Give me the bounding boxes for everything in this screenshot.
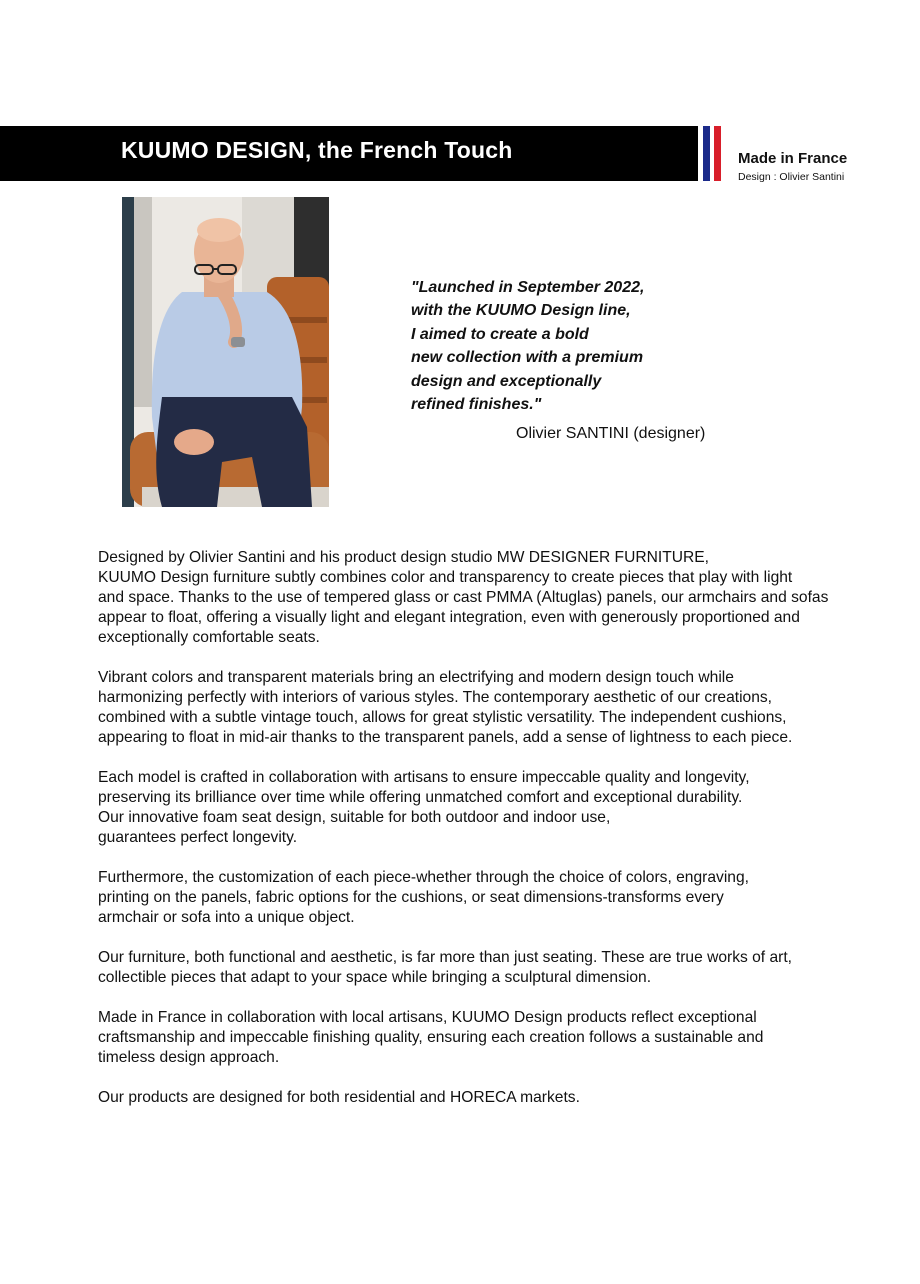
text-line: armchair or sofa into a unique object. (98, 909, 355, 926)
flag-stripe-red (714, 126, 721, 181)
text-line: timeless design approach. (98, 1049, 280, 1066)
paragraph-customization (98, 868, 888, 928)
quote-line: new collection with a premium (411, 349, 644, 367)
text-line: and space. Thanks to the use of tempered glass or cast PMMA (Altuglas) panels, our armchairs and sofas (98, 589, 829, 606)
text-line: printing on the panels, fabric options for the cushions, or seat dimensions-transforms every (98, 889, 724, 906)
design-credit: Design : Olivier Santini (738, 171, 845, 183)
designer-portrait-photo (122, 197, 329, 507)
text-line: Our innovative foam seat design, suitable for both outdoor and indoor use, (98, 809, 611, 826)
title-banner (0, 126, 698, 181)
designer-quote (411, 276, 731, 416)
body-text (98, 548, 888, 1128)
text-line: Vibrant colors and transparent materials bring an electrifying and modern design touch while (98, 669, 734, 686)
paragraph-made-in-france (98, 1008, 888, 1068)
text-line: guarantees perfect longevity. (98, 829, 298, 846)
text-line: appear to float, offering a visually light and elegant integration, even with generously proportioned and (98, 609, 800, 626)
paragraph-markets (98, 1088, 888, 1108)
text-line: KUUMO Design furniture subtly combines color and transparency to create pieces that play with light (98, 569, 793, 586)
text-line: collectible pieces that adapt to your space while bringing a sculptural dimension. (98, 969, 652, 986)
text-line: Made in France in collaboration with local artisans, KUUMO Design products reflect exceptional (98, 1009, 757, 1026)
text-line: Furthermore, the customization of each piece-whether through the choice of colors, engraving, (98, 869, 749, 886)
text-line: craftsmanship and impeccable finishing quality, ensuring each creation follows a sustainable and (98, 1029, 764, 1046)
text-line: preserving its brilliance over time while offering unmatched comfort and exceptional durability. (98, 789, 743, 806)
text-line: exceptionally comfortable seats. (98, 629, 320, 646)
text-line: harmonizing perfectly with interiors of various styles. The contemporary aesthetic of our creations, (98, 689, 773, 706)
text-line: combined with a subtle vintage touch, allows for great stylistic versatility. The independent cushions, (98, 709, 787, 726)
text-line: appearing to float in mid-air thanks to the transparent panels, add a sense of lightness to each piece. (98, 729, 793, 746)
quote-line: "Launched in September 2022, (411, 279, 645, 296)
quote-line: with the KUUMO Design line, (411, 302, 631, 320)
paragraph-intro (98, 548, 888, 648)
quote-line: I aimed to create a bold (411, 325, 589, 343)
flag-stripe-blue (703, 126, 710, 181)
quote-line: design and exceptionally (411, 372, 602, 390)
quote-line: refined finishes." (411, 396, 542, 414)
paragraph-craft (98, 768, 888, 848)
page-title: KUUMO DESIGN, the French Touch (121, 137, 513, 163)
text-line: Each model is crafted in collaboration with artisans to ensure impeccable quality and longevity, (98, 769, 750, 786)
text-line: Our products are designed for both residential and HORECA markets. (98, 1089, 580, 1106)
made-in-france-label: Made in France (738, 150, 848, 167)
text-line: Designed by Olivier Santini and his product design studio MW DESIGNER FURNITURE, (98, 549, 709, 566)
quote-author: Olivier SANTINI (designer) (516, 425, 706, 442)
text-line: Our furniture, both functional and aesthetic, is far more than just seating. These are true works of art, (98, 949, 792, 966)
paragraph-colors (98, 668, 888, 748)
paragraph-art (98, 948, 888, 988)
